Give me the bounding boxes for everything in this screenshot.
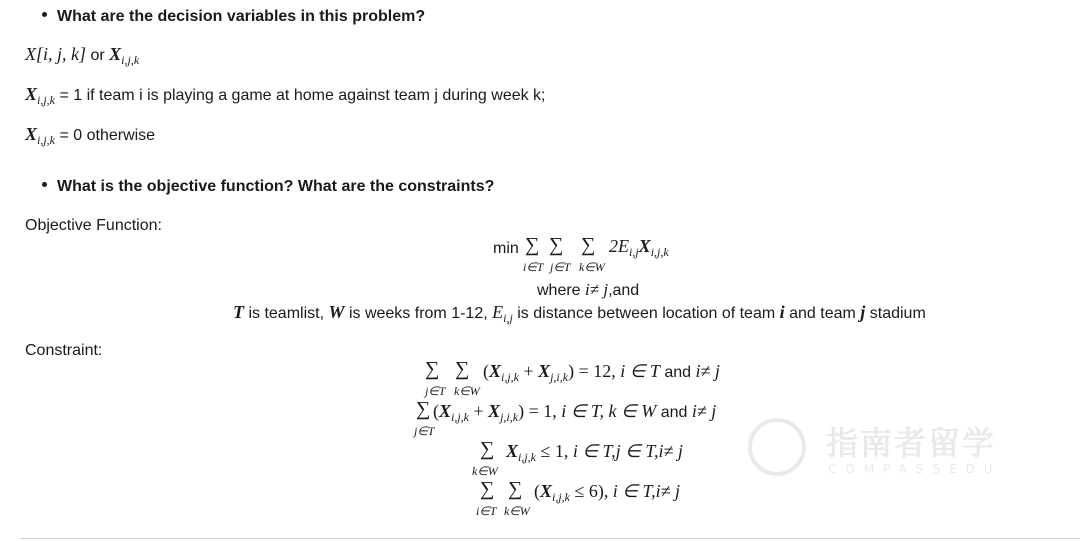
sum-limit-j: j∈T <box>425 384 446 398</box>
objective-label: Objective Function: <box>25 217 162 234</box>
variable-subscript: i,j,k <box>121 53 140 67</box>
variable-subscript: i,j,k <box>501 370 520 384</box>
team-j: j <box>860 302 866 322</box>
i-not-equal-j: i≠ j <box>691 401 717 421</box>
set-W: W <box>328 302 345 322</box>
variable-definition <box>25 44 139 68</box>
plus-sign: + <box>523 361 534 381</box>
variable-symbol: X <box>25 124 38 144</box>
constraint-3 <box>472 440 752 480</box>
sum-symbol-j: ∑ <box>416 398 431 420</box>
constraint-2-rhs: ) = 1, <box>518 401 557 421</box>
variable-symbol: X <box>538 361 551 381</box>
objective-definitions <box>233 302 926 326</box>
question-text: What are the decision variables in this problem? <box>57 8 426 25</box>
constraint-4-domain: i ∈ T,i≠ j <box>612 481 681 501</box>
watermark-chinese-text: 指南者留学 <box>826 424 997 462</box>
distance-subscript: i,j <box>629 245 639 259</box>
sum-limit-k: k∈W <box>579 260 605 274</box>
or-text: or <box>90 47 105 64</box>
distance-text: is distance between location of team <box>517 305 776 322</box>
sum-symbol-i: ∑ <box>480 478 495 500</box>
sum-symbol-k: ∑ <box>480 438 495 460</box>
question-text: What is the objective function? What are the constraints? <box>57 178 495 195</box>
variable-symbol: X <box>489 361 502 381</box>
variable-subscript: i,j,k <box>37 133 56 147</box>
sum-symbol-j: ∑ <box>425 358 440 380</box>
variable-symbol: X <box>638 236 651 256</box>
i-not-equal-j: i≠ j <box>585 280 609 299</box>
sum-limit-j: j∈T <box>550 260 571 274</box>
sum-symbol-i: ∑ <box>525 234 540 256</box>
sum-symbol-k: ∑ <box>581 234 596 256</box>
constraint-1-domain: i ∈ T <box>620 361 660 381</box>
and-text: and <box>664 364 692 381</box>
sum-limit-k: k∈W <box>472 464 498 478</box>
watermark <box>748 414 1018 484</box>
bullet-dot <box>42 12 47 17</box>
objective-where <box>537 280 639 300</box>
constraint-4-rhs: ≤ 6), <box>574 481 609 501</box>
equals-zero-text: = 0 otherwise <box>59 127 156 144</box>
and-team-text: and team <box>789 305 856 322</box>
variable-equals-one <box>25 84 546 108</box>
min-operator: min <box>493 240 519 257</box>
variable-symbol: X <box>109 44 122 64</box>
constraint-label: Constraint: <box>25 342 103 359</box>
and-text: ,and <box>608 282 640 299</box>
bullet-dot <box>42 182 47 187</box>
left-paren: ( <box>483 361 489 381</box>
sum-limit-k: k∈W <box>454 384 480 398</box>
constraint-2 <box>414 400 794 442</box>
constraint-4 <box>476 480 736 520</box>
variable-bracket-notation: X[i, j, k] <box>25 44 86 64</box>
variable-symbol: X <box>439 401 452 421</box>
set-T: T <box>233 302 244 322</box>
sum-limit-i: i∈T <box>523 260 544 274</box>
distance-term: 2E <box>609 236 629 256</box>
constraint-1 <box>425 360 785 400</box>
equals-one-text: = 1 if team i is playing a game at home against team j during week k; <box>59 87 546 104</box>
and-text: and <box>660 404 688 421</box>
variable-symbol: X <box>25 84 38 104</box>
question-decision-variables <box>42 8 425 26</box>
sum-limit-k: k∈W <box>504 504 530 518</box>
variable-symbol: X <box>540 481 553 501</box>
weeks-text: is weeks from 1-12, <box>348 305 488 322</box>
bottom-divider <box>20 538 1080 539</box>
question-objective-constraints <box>42 178 494 196</box>
constraint-3-domain: i ∈ T,j ∈ T,i≠ j <box>572 441 683 461</box>
where-text: where <box>537 282 581 299</box>
variable-symbol: X <box>488 401 501 421</box>
watermark-english-text: COMPASSEDU <box>828 462 1002 476</box>
distance-symbol: E <box>492 302 504 322</box>
sum-symbol-k: ∑ <box>508 478 523 500</box>
left-paren: ( <box>433 401 439 421</box>
plus-sign: + <box>473 401 484 421</box>
variable-subscript: i,j,k <box>37 93 56 107</box>
variable-subscript: i,j,k <box>518 450 537 464</box>
left-paren: ( <box>534 481 540 501</box>
variable-subscript: j,i,k <box>550 370 569 384</box>
i-not-equal-j: i≠ j <box>695 361 720 381</box>
team-i: i <box>779 302 785 322</box>
variable-subscript: j,i,k <box>500 410 519 424</box>
distance-subscript: i,j <box>503 311 513 325</box>
sum-symbol-k: ∑ <box>455 358 470 380</box>
constraint-3-rhs: ≤ 1, <box>540 441 569 461</box>
sum-limit-j: j∈T <box>414 424 435 438</box>
variable-subscript: i,j,k <box>451 410 470 424</box>
variable-subscript: i,j,k <box>552 490 571 504</box>
variable-equals-zero <box>25 124 155 148</box>
constraint-1-rhs: ) = 12, <box>568 361 616 381</box>
compass-logo-icon <box>748 418 806 476</box>
variable-subscript: i,j,k <box>650 245 669 259</box>
variable-symbol: X <box>506 441 519 461</box>
stadium-text: stadium <box>869 305 926 322</box>
sum-symbol-j: ∑ <box>549 234 564 256</box>
constraint-2-domain: i ∈ T, k ∈ W <box>561 401 657 421</box>
teamlist-text: is teamlist, <box>248 305 325 322</box>
sum-limit-i: i∈T <box>476 504 497 518</box>
